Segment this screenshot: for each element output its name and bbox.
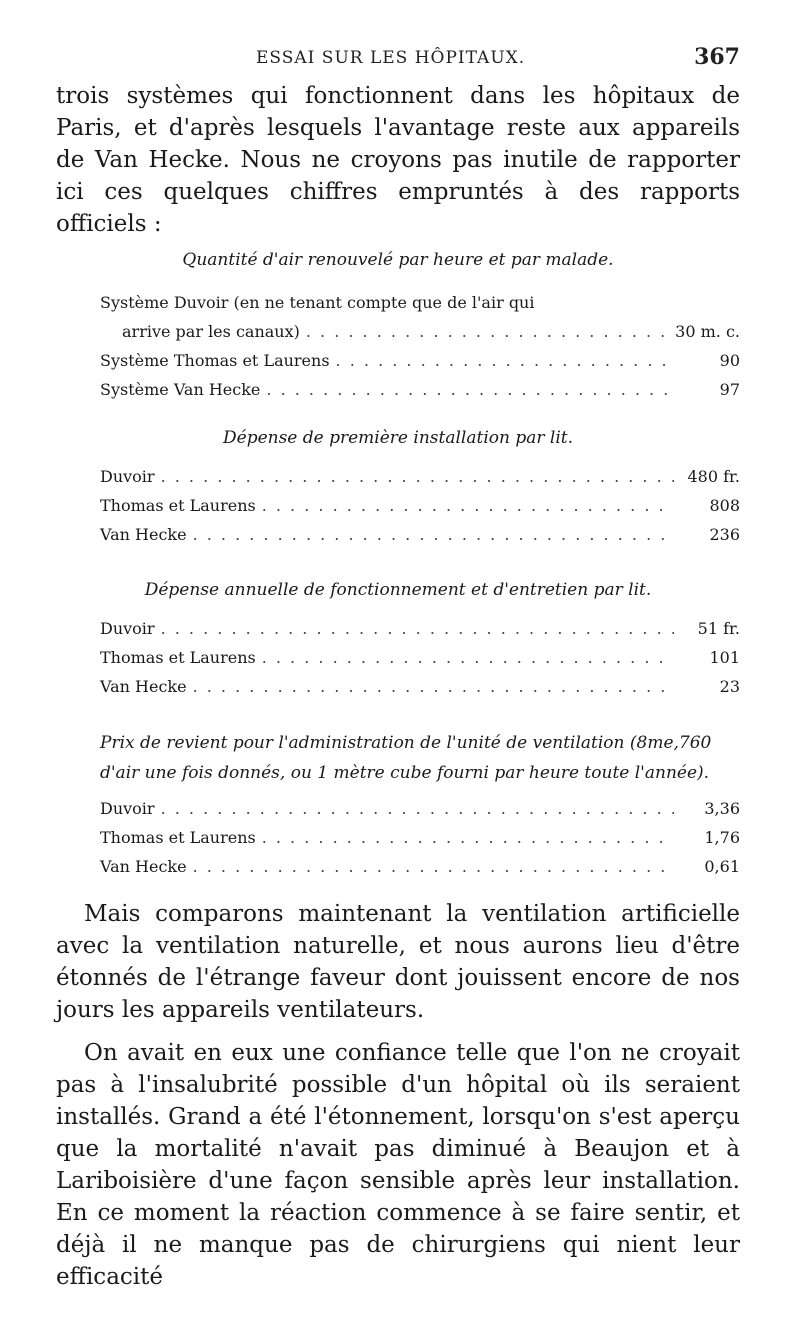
list-item: Système Thomas et Laurens . . . 90	[100, 346, 740, 375]
running-header	[56, 44, 740, 74]
list-item: Van Hecke . . . 0,61	[100, 852, 740, 881]
list-item: Thomas et Laurens . . . 808	[100, 491, 740, 520]
body-paragraph: On avait en eux une confiance telle que l'on ne croyait pas à l'insalubrité possible d'un hôpital où ils seraient installés. Grand a été l'étonnement, lorsqu'on s'est aperçu que la mortalité n'avait pas diminué à Beaujon et à Lariboisière d'une façon sensible après leur installation. En ce moment la réaction commence à se faire sentir, et déjà il ne manque pas de chirurgiens qui nient leur efficacité	[56, 1040, 740, 1290]
list-item: Thomas et Laurens . . . 1,76	[100, 823, 740, 852]
annual-cost-list	[100, 614, 740, 701]
body-paragraph: Mais comparons maintenant la ventilation artificielle avec la ventilation naturelle, et nous aurons lieu d'être étonnés de l'étrange faveur dont jouissent encore de nos jours les appareils ventilateurs.	[56, 901, 740, 1023]
intro-paragraph: trois systèmes qui fonctionnent dans les hôpitaux de Paris, et d'après lesquels l'avantage reste aux appareils de Van Hecke. Nous ne croyons pas inutile de rapporter ici ces quelques chiffres empruntés à des rapports officiels :	[56, 83, 740, 237]
running-title: ESSAI SUR LES HÔPITAUX.	[256, 48, 526, 68]
list-item: Système Van Hecke . . . 97	[100, 375, 740, 404]
section-title-annual-cost: Dépense annuelle de fonctionnement et d'entretien par lit.	[144, 580, 652, 600]
list-item: Système Duvoir (en ne tenant compte que de l'air qui	[100, 293, 535, 312]
section-title-unit-cost: Prix de revient pour l'administration de l'unité de ventilation (8me,760 d'air une fois donnés, ou 1 mètre cube fourni par heure toute l'année).	[100, 733, 712, 783]
list-item: Duvoir . . . 51 fr.	[100, 614, 740, 643]
list-item: Thomas et Laurens . . . 101	[100, 643, 740, 672]
section-title-installation-cost: Dépense de première installation par lit.	[223, 428, 573, 448]
list-item: Duvoir . . . 480 fr.	[100, 462, 740, 491]
installation-cost-list	[100, 462, 740, 549]
section-title-air-renewal: Quantité d'air renouvelé par heure et par malade.	[182, 250, 614, 270]
list-item: arrive par les canaux) . . . 30 m. c.	[100, 317, 740, 346]
list-item: Van Hecke . . . 23	[100, 672, 740, 701]
unit-cost-list	[100, 794, 740, 881]
air-renewal-list	[100, 288, 740, 404]
page-number: 367	[694, 44, 740, 70]
list-item: Duvoir . . . 3,36	[100, 794, 740, 823]
list-item: Van Hecke . . . 236	[100, 520, 740, 549]
